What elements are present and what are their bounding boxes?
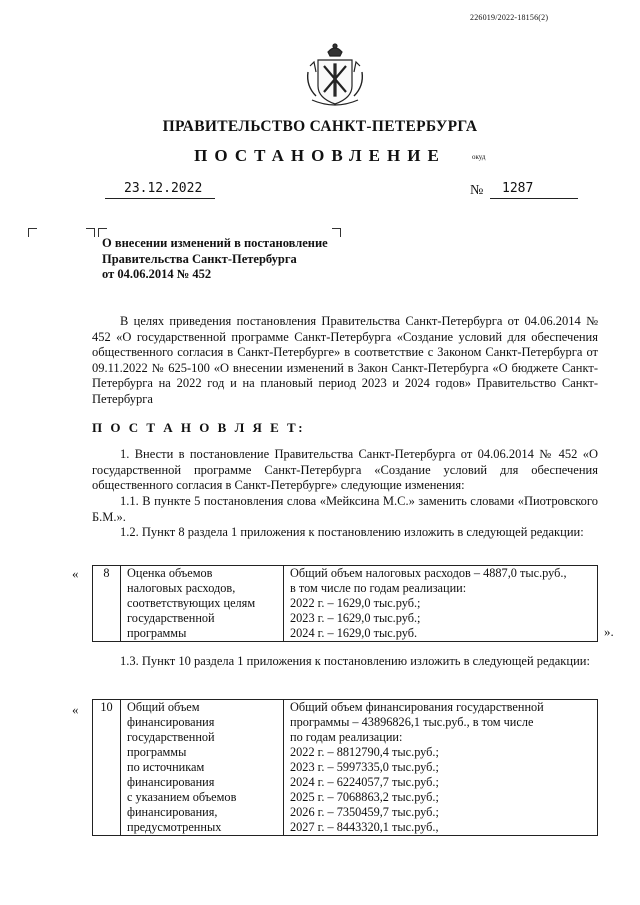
document-type-title: ПОСТАНОВЛЕНИЕ <box>194 146 446 165</box>
preamble-paragraph: В целях приведения постановления Правительства Санкт-Петербурга от 04.06.2014 № 452 «О государственной программе Санкт-Петербурга «Создание условий для обеспечения общественного согласия в Санкт-Петербурге» в соответствие с Законом Санкт-Петербурга от 09.11.2022 № 625-100 «О внесении изменений в Закон Санкт-Петербурга «О бюджете Санкт-Петербурга на 2022 год и на плановый период 2023 и 2024 годов» Правительство Санкт-Петербурга <box>92 314 598 406</box>
okud-label: окуд <box>472 153 486 161</box>
label-line: Оценка объемов <box>127 566 213 580</box>
table-item-10 <box>92 699 598 836</box>
document-subject <box>102 236 328 283</box>
number-sign: № <box>470 183 484 198</box>
label-line: финансирования <box>127 715 215 729</box>
table-row <box>93 566 598 642</box>
closing-quote: ». <box>604 624 614 639</box>
value-line: Общий объем налоговых расходов – 4887,0 тыс.руб., <box>290 566 567 580</box>
subject-corner-right <box>332 228 341 237</box>
document-number: 1287 <box>502 181 534 196</box>
value-line: 2022 г. – 8812790,4 тыс.руб.; <box>290 745 439 759</box>
government-title: ПРАВИТЕЛЬСТВО САНКТ-ПЕТЕРБУРГА <box>162 118 478 135</box>
value-line: 2024 г. – 6224057,7 тыс.руб.; <box>290 775 439 789</box>
document-date: 23.12.2022 <box>124 181 203 196</box>
item-1: 1. Внести в постановление Правительства Санкт-Петербурга от 04.06.2014 № 452 «О государственной программе Санкт-Петербурга «Создание условий для обеспечения общественного согласия в Санкт-Петербурге» следующие изменения: <box>92 447 598 492</box>
table-row <box>93 700 598 836</box>
row-number: 8 <box>93 566 121 642</box>
item-1-2: 1.2. Пункт 8 раздела 1 приложения к постановлению изложить в следующей редакции: <box>120 525 584 539</box>
row-value <box>284 700 598 836</box>
subject-line: от 04.06.2014 № 452 <box>102 267 212 281</box>
value-line: в том числе по годам реализации: <box>290 581 467 595</box>
label-line: Общий объем <box>127 700 200 714</box>
label-line: программы <box>127 745 187 759</box>
value-line: 2022 г. – 1629,0 тыс.руб.; <box>290 596 421 610</box>
subject-line: О внесении изменений в постановление <box>102 236 328 250</box>
value-line: по годам реализации: <box>290 730 403 744</box>
row-value <box>284 566 598 642</box>
opening-quote: « <box>72 566 79 581</box>
number-underline <box>490 198 578 199</box>
value-line: 2027 г. – 8443320,1 тыс.руб., <box>290 820 439 834</box>
label-line: государственной <box>127 730 215 744</box>
row-label <box>121 566 284 642</box>
label-line: соответствующих целям <box>127 596 256 610</box>
value-line: программы – 43896826,1 тыс.руб., в том числе <box>290 715 534 729</box>
value-line: Общий объем финансирования государственной <box>290 700 544 714</box>
value-line: 2024 г. – 1629,0 тыс.руб. <box>290 626 418 640</box>
coat-of-arms-emblem <box>304 42 366 108</box>
subject-corner-left-1 <box>86 228 95 237</box>
resolves-heading: П О С Т А Н О В Л Я Е Т: <box>92 420 306 435</box>
margin-corner-mark <box>28 228 37 237</box>
table-item-8 <box>92 565 598 642</box>
value-line: 2025 г. – 7068863,2 тыс.руб.; <box>290 790 439 804</box>
value-line: 2026 г. – 7350459,7 тыс.руб.; <box>290 805 439 819</box>
label-line: государственной <box>127 611 215 625</box>
row-label <box>121 700 284 836</box>
item-1-1: 1.1. В пункте 5 постановления слова «Мейксина М.С.» заменить словами «Пиотровского Б.М.». <box>92 494 598 524</box>
label-line: с указанием объемов <box>127 790 237 804</box>
label-line: финансирования <box>127 775 215 789</box>
opening-quote: « <box>72 702 79 717</box>
row-number: 10 <box>93 700 121 836</box>
item-1-3: 1.3. Пункт 10 раздела 1 приложения к постановлению изложить в следующей редакции: <box>120 654 590 668</box>
label-line: по источникам <box>127 760 205 774</box>
date-underline <box>105 198 215 199</box>
label-line: программы <box>127 626 187 640</box>
label-line: предусмотренных <box>127 820 222 834</box>
value-line: 2023 г. – 1629,0 тыс.руб.; <box>290 611 421 625</box>
label-line: финансирования, <box>127 805 218 819</box>
subject-line: Правительства Санкт-Петербурга <box>102 251 297 266</box>
value-line: 2023 г. – 5997335,0 тыс.руб.; <box>290 760 439 774</box>
document-id: 226019/2022-18156(2) <box>470 13 549 22</box>
label-line: налоговых расходов, <box>127 581 236 595</box>
